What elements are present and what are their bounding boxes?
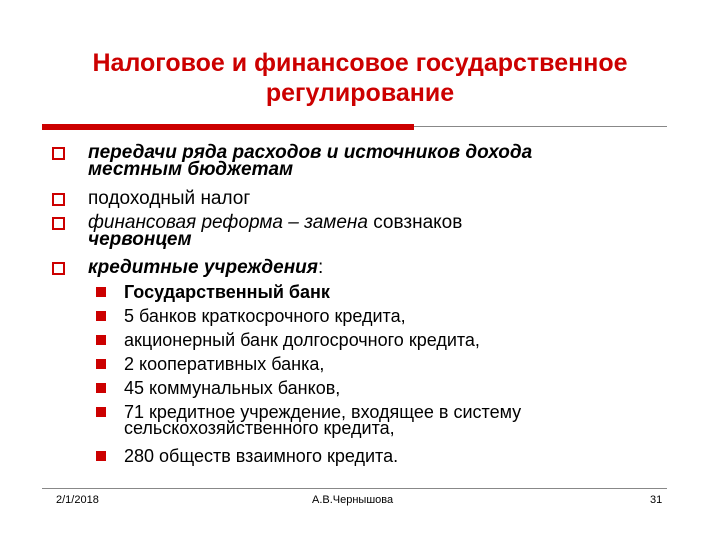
filled-square-bullet-icon (96, 311, 106, 321)
bullet-text-part-1: финансовая реформа – замена (88, 212, 368, 233)
bullet-text-part-1: кредитные учреждения (88, 257, 318, 278)
slide-title-line-1: Налоговое и финансовое государственное (92, 49, 628, 77)
filled-square-bullet-icon (96, 383, 106, 393)
bullet-text-part-2: : (317, 257, 324, 278)
footer-date: 2/1/2018 (56, 494, 99, 506)
sub-bullet-text-line-1: 71 кредитное учреждение, входящее в систему (124, 402, 522, 422)
bullet-text-line-1: подоходный налог (88, 188, 251, 209)
title-underline-accent (42, 124, 414, 130)
bullet-text-line-1: передачи ряда расходов и источников дохода (88, 142, 533, 163)
bullet-text-line-2: местным бюджетам (88, 159, 294, 180)
footer-divider (42, 488, 667, 489)
footer-author: А.В.Чернышова (312, 494, 394, 506)
hollow-square-bullet-icon (52, 147, 65, 160)
filled-square-bullet-icon (96, 335, 106, 345)
hollow-square-bullet-icon (52, 217, 65, 230)
hollow-square-bullet-icon (52, 262, 65, 275)
bullet-text-line-2: червонцем (88, 229, 192, 250)
sub-bullet-text: Государственный банк (124, 282, 330, 302)
sub-bullet-text-line-2: сельскохозяйственного кредита, (124, 418, 395, 438)
sub-bullet-text: 5 банков краткосрочного кредита, (124, 306, 406, 326)
filled-square-bullet-icon (96, 287, 106, 297)
footer-page-number: 31 (650, 494, 663, 506)
filled-square-bullet-icon (96, 451, 106, 461)
sub-bullet-text: 45 коммунальных банков, (124, 378, 341, 398)
bullet-text-part-2: совзнаков (367, 212, 463, 233)
sub-bullet-text: 2 кооперативных банка, (124, 354, 325, 374)
slide-title-line-2: регулирование (265, 79, 455, 107)
filled-square-bullet-icon (96, 359, 106, 369)
sub-bullet-text: 280 обществ взаимного кредита. (124, 446, 399, 466)
sub-bullet-text: акционерный банк долгосрочного кредита, (124, 330, 480, 350)
slide-title (0, 48, 720, 108)
filled-square-bullet-icon (96, 407, 106, 417)
hollow-square-bullet-icon (52, 193, 65, 206)
